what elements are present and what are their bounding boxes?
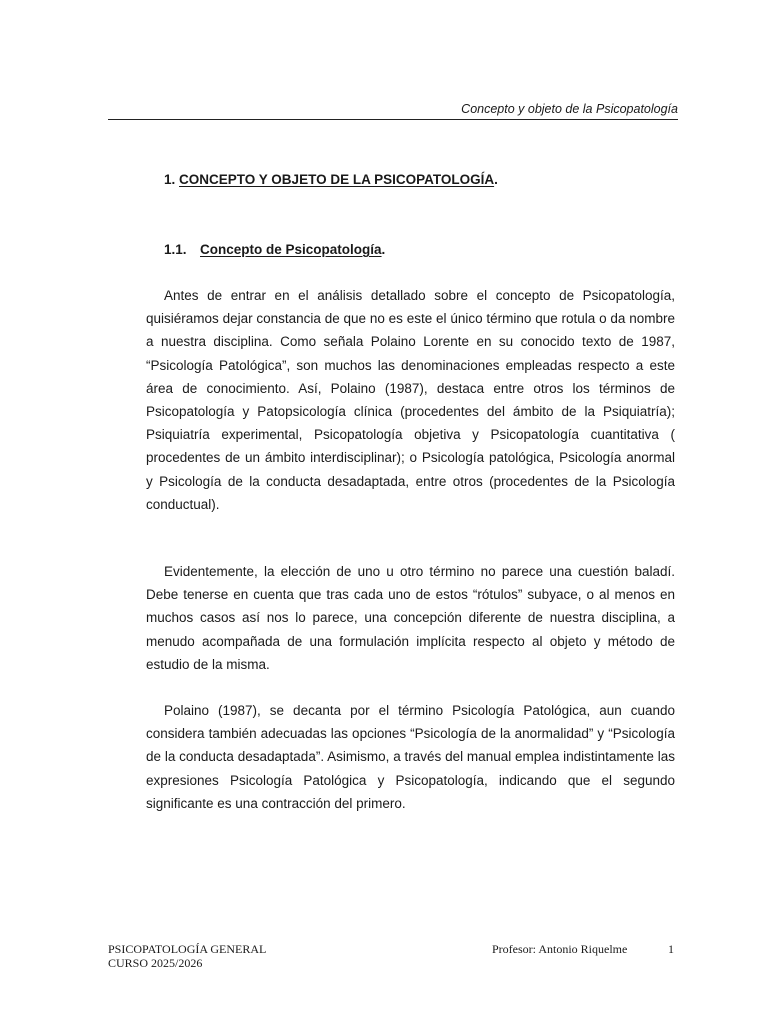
- section-title-period: .: [494, 172, 498, 187]
- paragraph-3: [146, 699, 675, 815]
- subsection-heading: [164, 241, 385, 259]
- page-number: 1: [668, 942, 674, 956]
- paragraph-1: [146, 284, 675, 516]
- subsection-title: Concepto de Psicopatología: [200, 242, 382, 257]
- section-title: CONCEPTO Y OBJETO DE LA PSICOPATOLOGÍA: [179, 172, 495, 187]
- paragraph-3-text: Polaino (1987), se decanta por el término Psicología Patológica, aun cuando considera también adecuadas las opciones “Psicología de la anormalidad” y “Psicología de la conducta desadaptada”. Asimismo, a través del manual emplea indistintamente las expresiones Psicología Patológica y Psicopatología, indicando que el segundo significante es una contracción del primero.: [146, 703, 675, 811]
- section-heading: [164, 171, 498, 189]
- paragraph-1-text: Antes de entrar en el análisis detallado sobre el concepto de Psicopatología, quisiéramos dejar constancia de que no es este el único término que rotula o da nombre a nuestra disciplina. Como señala Polaino Lorente en su conocido texto de 1987, “Psicología Patológica”, son muchos las denominaciones empleadas respecto a este área de conocimiento. Así, Polaino (1987), destaca entre otros los términos de Psicopatología y Patopsicología clínica (procedentes del ámbito de la Psiquiatría); Psiquiatría experimental, Psicopatología objetiva y Psicopatología cuantitativa ( procedentes de un ámbito interdisciplinar); o Psicología patológica, Psicología anormal y Psicología de la conducta desadaptada, entre otros (procedentes de la Psicología conductual).: [146, 288, 675, 512]
- paragraph-2-text: Evidentemente, la elección de uno u otro término no parece una cuestión baladí. Debe tenerse en cuenta que tras cada uno de estos “rótulos” subyace, o al menos en muchos casos así nos lo parece, una concepción diferente de nuestra disciplina, a menudo acompañada de una formulación implícita respecto al objeto y método de estudio de la misma.: [146, 564, 675, 672]
- footer-course: [108, 942, 266, 970]
- subsection-number: 1.1.: [164, 242, 187, 257]
- footer-course-name: PSICOPATOLOGÍA GENERAL: [108, 942, 267, 956]
- running-header: Concepto y objeto de la Psicopatología: [461, 102, 678, 116]
- subsection-title-period: .: [381, 242, 386, 257]
- footer-course-year: CURSO 2025/2026: [108, 956, 203, 970]
- section-number: 1.: [164, 172, 176, 187]
- header-divider: [108, 119, 678, 120]
- footer-professor: Profesor: Antonio Riquelme: [492, 942, 628, 956]
- paragraph-2: [146, 560, 675, 676]
